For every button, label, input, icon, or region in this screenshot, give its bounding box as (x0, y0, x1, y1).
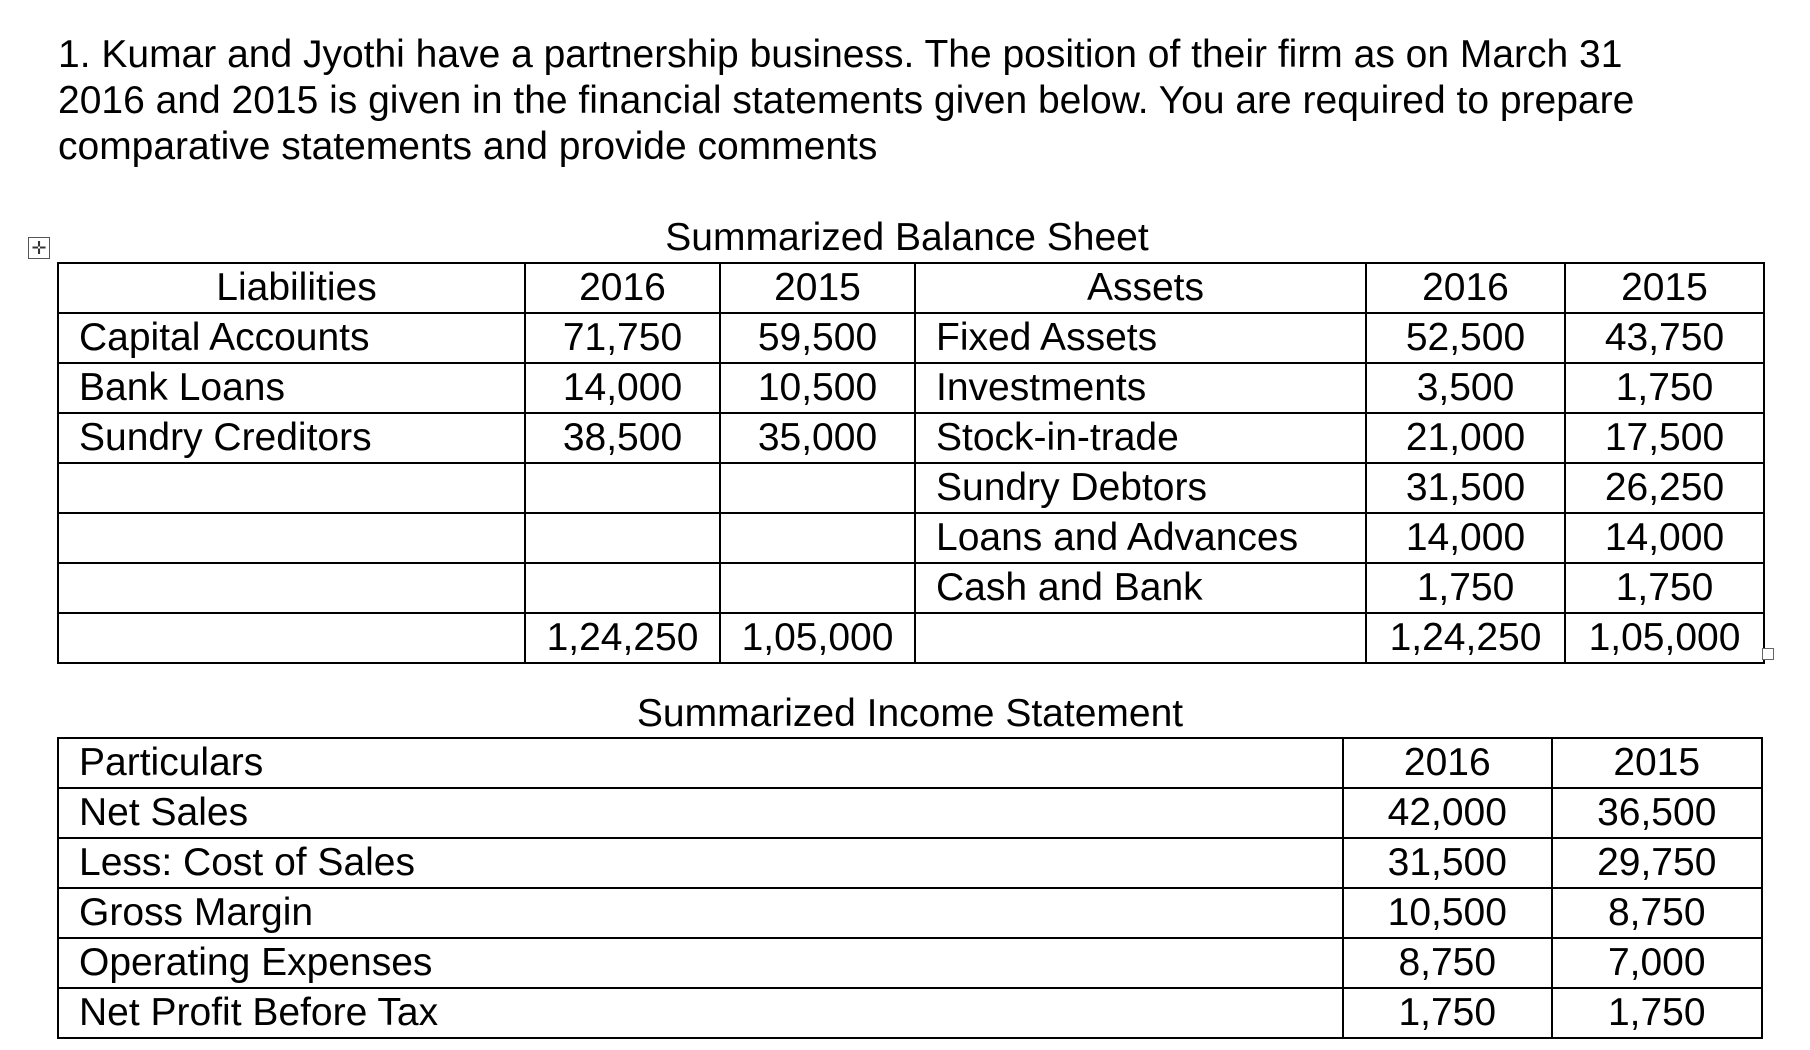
asset-2015-value: 1,750 (1565, 363, 1764, 413)
total-assets-2015: 1,05,000 (1565, 613, 1764, 663)
income-2016-value: 10,500 (1343, 888, 1551, 938)
income-2016-value: 8,750 (1343, 938, 1551, 988)
particular-label: Net Profit Before Tax (58, 988, 1343, 1038)
liability-2015-value (720, 563, 915, 613)
liability-label (58, 463, 525, 513)
income-2015-value: 8,750 (1552, 888, 1763, 938)
liabilities-2015-header: 2015 (720, 263, 915, 313)
particular-label: Operating Expenses (58, 938, 1343, 988)
balance-sheet-title: Summarized Balance Sheet (665, 216, 1149, 259)
liabilities-header: Liabilities (58, 263, 525, 313)
asset-label: Cash and Bank (915, 563, 1366, 613)
income-statement-header-row (58, 738, 1762, 788)
asset-2015-value: 14,000 (1565, 513, 1764, 563)
liability-2015-value: 35,000 (720, 413, 915, 463)
total-asset-label (915, 613, 1366, 663)
table-row (58, 413, 1764, 463)
question-text (58, 32, 1758, 170)
income-2016-value: 31,500 (1343, 838, 1551, 888)
assets-header: Assets (915, 263, 1366, 313)
table-row (58, 788, 1762, 838)
income-2015-header: 2015 (1552, 738, 1763, 788)
question-line-1: 1. Kumar and Jyothi have a partnership business. The position of their firm as on March 31 (58, 33, 1623, 76)
asset-label: Investments (915, 363, 1366, 413)
total-liability-label (58, 613, 525, 663)
table-row (58, 988, 1762, 1038)
liability-2015-value (720, 513, 915, 563)
asset-2015-value: 17,500 (1565, 413, 1764, 463)
total-liabilities-2016: 1,24,250 (525, 613, 720, 663)
liability-2015-value: 59,500 (720, 313, 915, 363)
liability-2016-value: 71,750 (525, 313, 720, 363)
liability-2015-value: 10,500 (720, 363, 915, 413)
assets-2015-header: 2015 (1565, 263, 1764, 313)
asset-2016-value: 1,750 (1366, 563, 1565, 613)
liability-label (58, 513, 525, 563)
table-row (58, 313, 1764, 363)
liabilities-2016-header: 2016 (525, 263, 720, 313)
liability-2015-value (720, 463, 915, 513)
particular-label: Gross Margin (58, 888, 1343, 938)
table-move-handle-icon[interactable]: ✛ (28, 237, 50, 259)
asset-2016-value: 3,500 (1366, 363, 1565, 413)
income-2016-value: 1,750 (1343, 988, 1551, 1038)
asset-label: Stock-in-trade (915, 413, 1366, 463)
balance-sheet-total-row (58, 613, 1764, 663)
asset-label: Fixed Assets (915, 313, 1366, 363)
asset-2016-value: 31,500 (1366, 463, 1565, 513)
liability-2016-value: 38,500 (525, 413, 720, 463)
income-2016-header: 2016 (1343, 738, 1551, 788)
income-statement-title: Summarized Income Statement (636, 692, 1184, 735)
table-row (58, 563, 1764, 613)
income-2015-value: 7,000 (1552, 938, 1763, 988)
assets-2016-header: 2016 (1366, 263, 1565, 313)
asset-label: Loans and Advances (915, 513, 1366, 563)
income-2015-value: 36,500 (1552, 788, 1763, 838)
table-row (58, 838, 1762, 888)
liability-label: Capital Accounts (58, 313, 525, 363)
particulars-header: Particulars (58, 738, 1343, 788)
liability-label (58, 563, 525, 613)
asset-label: Sundry Debtors (915, 463, 1366, 513)
liability-2016-value (525, 513, 720, 563)
liability-label: Bank Loans (58, 363, 525, 413)
asset-2015-value: 1,750 (1565, 563, 1764, 613)
income-statement-table (57, 737, 1763, 1039)
liability-2016-value (525, 563, 720, 613)
asset-2015-value: 43,750 (1565, 313, 1764, 363)
table-row (58, 938, 1762, 988)
income-2015-value: 29,750 (1552, 838, 1763, 888)
liability-2016-value: 14,000 (525, 363, 720, 413)
income-2016-value: 42,000 (1343, 788, 1551, 838)
question-line-2: 2016 and 2015 is given in the financial statements given below. You are required to prepare (58, 79, 1635, 122)
asset-2016-value: 21,000 (1366, 413, 1565, 463)
asset-2016-value: 52,500 (1366, 313, 1565, 363)
question-line-3: comparative statements and provide comments (58, 125, 878, 168)
total-assets-2016: 1,24,250 (1366, 613, 1565, 663)
table-row (58, 463, 1764, 513)
table-row (58, 363, 1764, 413)
total-liabilities-2015: 1,05,000 (720, 613, 915, 663)
liability-2016-value (525, 463, 720, 513)
table-resize-handle-icon[interactable] (1762, 648, 1774, 660)
asset-2016-value: 14,000 (1366, 513, 1565, 563)
table-row (58, 888, 1762, 938)
asset-2015-value: 26,250 (1565, 463, 1764, 513)
particular-label: Less: Cost of Sales (58, 838, 1343, 888)
income-2015-value: 1,750 (1552, 988, 1763, 1038)
balance-sheet-table (57, 262, 1765, 664)
liability-label: Sundry Creditors (58, 413, 525, 463)
particular-label: Net Sales (58, 788, 1343, 838)
balance-sheet-header-row (58, 263, 1764, 313)
table-row (58, 513, 1764, 563)
